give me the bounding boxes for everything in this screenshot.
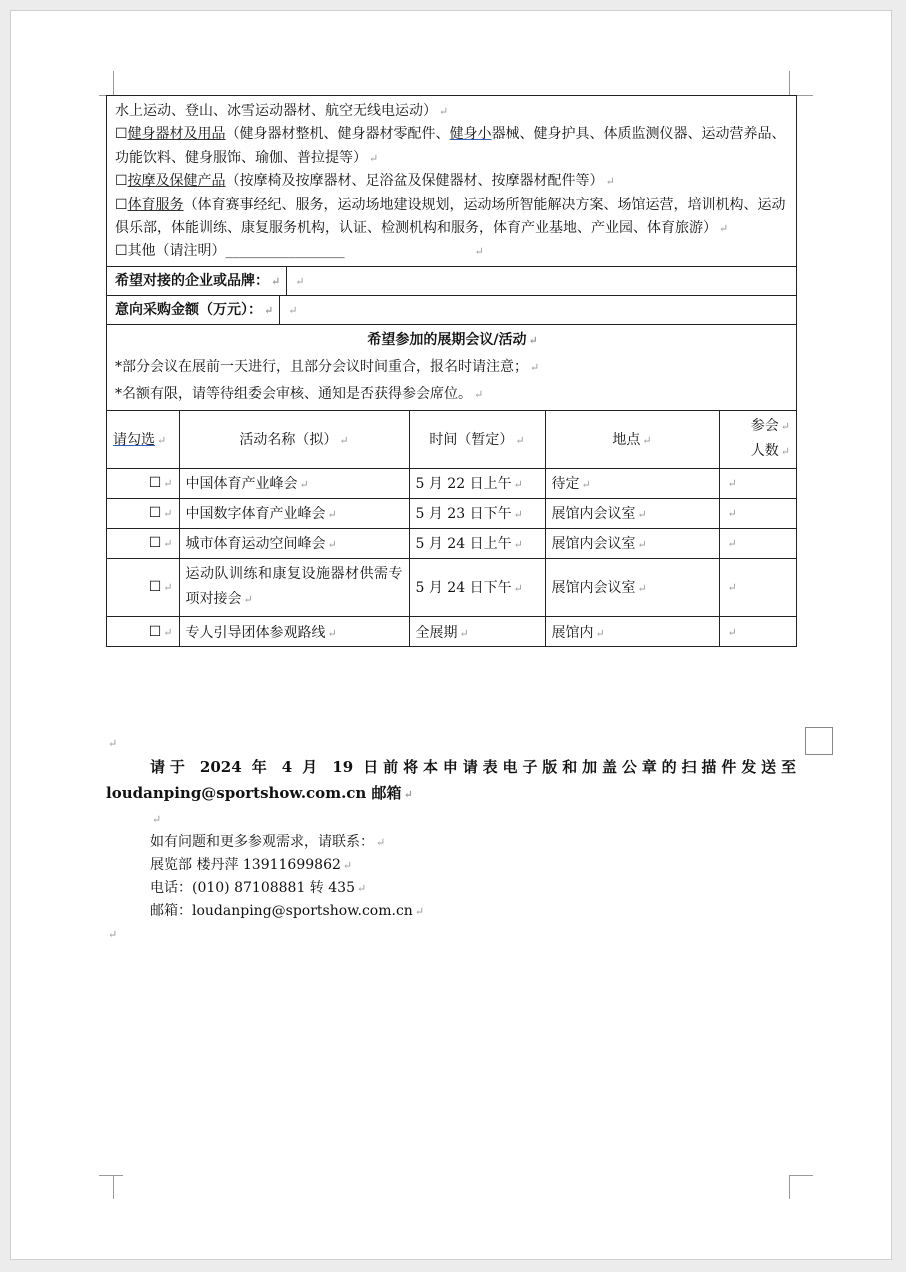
table-row [107, 558, 796, 616]
row-name: 城市体育运动空间峰会 ↵ [179, 528, 409, 558]
row-place: 展馆内 ↵ [545, 616, 719, 646]
row-name: 运动队训练和康复设施器材供需专项对接会 ↵ [179, 558, 409, 616]
contact-dept: 展览部 楼丹萍 13911699862 ↵ [150, 857, 353, 873]
table-row [107, 528, 796, 558]
activities-section [107, 325, 796, 410]
paragraph-mark: ↵ [474, 245, 484, 259]
row-time: 全展期 ↵ [409, 616, 545, 646]
paragraph-mark: ↵ [719, 222, 729, 236]
category-service: ☐体育服务（体育赛事经纪、服务，运动场地建设规划，运动场所智能解决方案、场馆运营，培训机构、运动俱乐部，体能训练、康复服务机构，认证、检测机构和服务，体育产业基地、产业园、体育旅游） ↵ [115, 196, 786, 237]
paragraph-mark: ↵ [605, 175, 615, 189]
crop-mark [99, 1175, 123, 1176]
checkbox-service[interactable]: ☐ [115, 196, 128, 213]
paragraph-mark: ↵ [369, 151, 379, 165]
activities-title: 希望参加的展期会议/活动 ↵ [367, 331, 538, 348]
contact-intro: 如有问题和更多参观需求，请联系： ↵ [150, 834, 386, 850]
row-count[interactable]: ↵ [719, 498, 796, 528]
contact-phone: 电话：(010) 87108881 转 435 ↵ [150, 880, 367, 896]
table-header-row [107, 410, 796, 468]
checkbox-fitness[interactable]: ☐ [115, 126, 128, 143]
crop-mark [113, 71, 114, 95]
brand-label: 希望对接的企业或品牌： ↵ [107, 267, 287, 295]
row-place: 展馆内会议室 ↵ [545, 558, 719, 616]
header-name: 活动名称（拟） ↵ [179, 410, 409, 468]
paragraph-mark: ↵ [439, 105, 449, 118]
checkbox-other[interactable]: ☐ [115, 243, 128, 260]
activities-table [107, 410, 796, 647]
row-place: 展馆内会议室 ↵ [545, 528, 719, 558]
row-time: 5 月 22 日上午 ↵ [409, 468, 545, 498]
contact-email: 邮箱：loudanping@sportshow.com.cn ↵ [150, 903, 425, 919]
other-input-line[interactable]: _________________ [225, 243, 345, 260]
amount-input[interactable]: ↵ [288, 303, 298, 317]
row-time: 5 月 23 日下午 ↵ [409, 498, 545, 528]
crop-mark [789, 1175, 813, 1176]
empty-paragraph: ↵ [152, 813, 162, 826]
row-checkbox[interactable]: ☐ ↵ [107, 616, 179, 646]
amount-row [107, 296, 796, 325]
row-name: 专人引导团体参观路线 ↵ [179, 616, 409, 646]
layout-options-icon[interactable] [805, 727, 833, 755]
row-count[interactable]: ↵ [719, 558, 796, 616]
amount-label: 意向采购金额（万元）： ↵ [107, 296, 280, 324]
submission-notice: 请于 2024 年 4 月 19 日前将本申请表电子版和加盖公章的扫描件发送至 loudanping@sportshow.com.cn 邮箱 ↵ [106, 758, 796, 802]
row-checkbox[interactable]: ☐ ↵ [107, 498, 179, 528]
table-row [107, 498, 796, 528]
category-other: ☐其他（请注明）_________________ ↵ [115, 243, 484, 260]
header-check: 请勾选 ↵ [107, 410, 179, 468]
empty-paragraph: ↵ [108, 737, 118, 750]
brand-input[interactable]: ↵ [295, 274, 305, 288]
row-name: 中国数字体育产业峰会 ↵ [179, 498, 409, 528]
category-massage: ☐按摩及保健产品（按摩椅及按摩器材、足浴盆及保健器材、按摩器材配件等） ↵ [115, 173, 615, 190]
row-place: 待定 ↵ [545, 468, 719, 498]
row-place: 展馆内会议室 ↵ [545, 498, 719, 528]
row-name: 中国体育产业峰会 ↵ [179, 468, 409, 498]
crop-mark [789, 71, 790, 95]
row-time: 5 月 24 日下午 ↵ [409, 558, 545, 616]
checkbox-massage[interactable]: ☐ [115, 173, 128, 190]
row-count[interactable]: ↵ [719, 616, 796, 646]
crop-mark [113, 1175, 114, 1199]
row-checkbox[interactable]: ☐ ↵ [107, 528, 179, 558]
contact-block [106, 808, 796, 923]
crop-mark [789, 1175, 790, 1199]
header-place: 地点 ↵ [545, 410, 719, 468]
row-time: 5 月 24 日上午 ↵ [409, 528, 545, 558]
application-form [106, 95, 797, 647]
header-count: 参会 ↵ 人数 ↵ [719, 410, 796, 468]
row-checkbox[interactable]: ☐ ↵ [107, 468, 179, 498]
empty-paragraph: ↵ [108, 928, 118, 941]
brand-row [107, 267, 796, 296]
category-section [107, 96, 796, 267]
table-row [107, 616, 796, 646]
row-count[interactable]: ↵ [719, 468, 796, 498]
category-continued: 水上运动、登山、冰雪运动器材、航空无线电运动） ↵ [115, 103, 449, 119]
activities-note-2: *名额有限，请等待组委会审核、通知是否获得参会席位。 ↵ [115, 385, 484, 402]
row-count[interactable]: ↵ [719, 528, 796, 558]
header-time: 时间（暂定） ↵ [409, 410, 545, 468]
post-form-content [106, 732, 796, 946]
table-row [107, 468, 796, 498]
row-checkbox[interactable]: ☐ ↵ [107, 558, 179, 616]
activities-note-1: *部分会议在展前一天进行，且部分会议时间重合，报名时请注意； ↵ [115, 358, 540, 375]
category-fitness: ☐健身器材及用品（健身器材整机、健身器材零配件、健身小器械、健身护具、体质监测仪器、运动营养品、功能饮料、健身服饰、瑜伽、普拉提等） ↵ [115, 126, 786, 166]
